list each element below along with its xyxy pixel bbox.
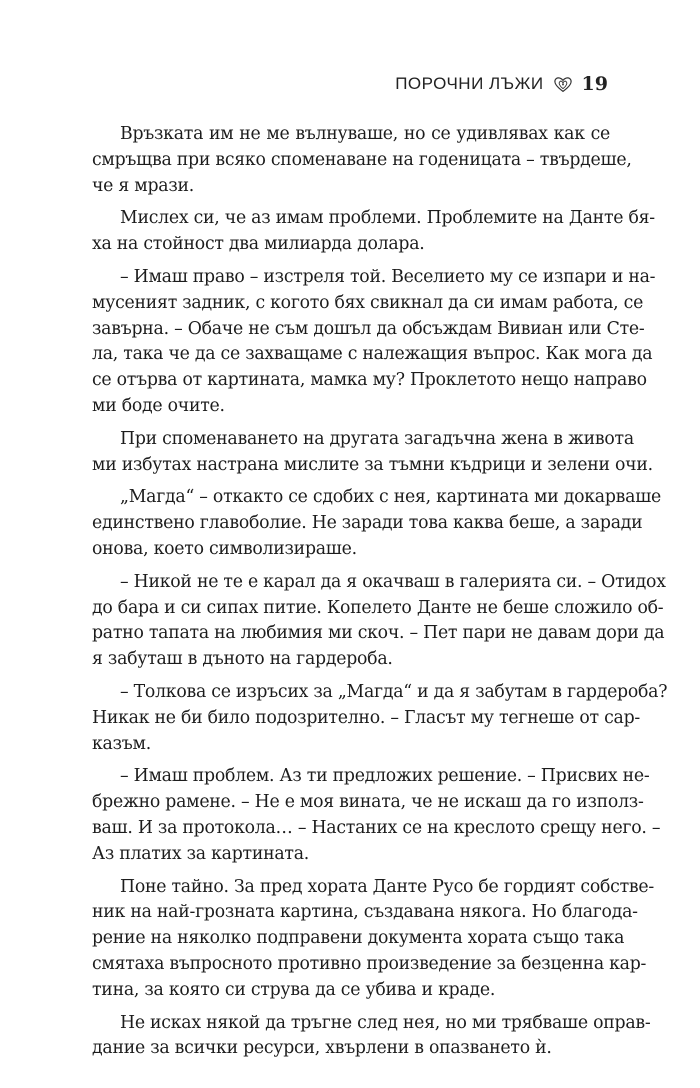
- text-line: че я мрази.: [92, 175, 195, 196]
- paragraph-gap: [92, 563, 610, 570]
- running-header: [395, 70, 608, 98]
- text-line: брежно рамене. – Не е моя вината, че не искаш да го използ-: [92, 792, 644, 813]
- paragraph: [92, 680, 668, 757]
- paragraph: [92, 485, 661, 562]
- text-line: онова, което символизираше.: [92, 538, 357, 559]
- text-line: ваш. И за протокола… – Настаних се на креслото срещу него. –: [92, 817, 661, 838]
- text-line: ха на стойност два милиарда долара.: [92, 234, 425, 255]
- text-line: – Имаш право – изстреля той. Веселието му се изпари и на-: [120, 266, 656, 287]
- text-line: рение на няколко подправени документа хората също така: [92, 928, 625, 949]
- body-text: [92, 122, 668, 1062]
- text-line: мусеният задник, с когото бях свикнал да си имам работа, се: [92, 292, 644, 313]
- text-line: Поне тайно. За пред хората Данте Русо бе гордият собстве-: [120, 876, 654, 897]
- paragraph: [92, 122, 632, 199]
- text-line: – Имаш проблем. Аз ти предложих решение. – Присвих не-: [120, 766, 650, 787]
- text-line: завърна. – Обаче не съм дошъл да обсъждам Вивиан или Сте-: [92, 318, 645, 339]
- text-line: казъм.: [92, 733, 151, 754]
- text-line: „Магда“ – откакто се сдобих с нея, картината ми докарваше: [120, 487, 661, 508]
- paragraph: [92, 265, 656, 420]
- heart-ornament-icon: [552, 73, 574, 95]
- paragraph: [92, 1011, 651, 1063]
- text-line: При споменаването на другата загадъчна жена в живота: [120, 428, 634, 449]
- text-line: ла, така че да се захващаме с належащия въпрос. Как мога да: [92, 344, 653, 365]
- text-line: до бара и си сипах питие. Копелето Данте не беше сложило об-: [92, 597, 664, 618]
- paragraph-gap: [92, 757, 610, 764]
- paragraph: [92, 875, 654, 1004]
- text-line: Аз платих за картината.: [92, 843, 310, 864]
- paragraph-gap: [92, 868, 610, 875]
- paragraph-gap: [92, 258, 610, 265]
- paragraph: [92, 570, 666, 673]
- running-title: ПОРОЧНИ ЛЪЖИ: [395, 74, 544, 93]
- paragraph: [92, 206, 655, 258]
- text-line: единствено главоболие. Не заради това каква беше, а заради: [92, 513, 643, 534]
- paragraph: [92, 427, 653, 479]
- text-line: Не исках някой да тръгне след нея, но ми трябваше оправ-: [120, 1012, 651, 1033]
- text-line: дание за всички ресурси, хвърлени в опазването ѝ.: [92, 1038, 552, 1059]
- text-line: смръщва при всяко споменаване на годеницата – твърдеше,: [92, 149, 632, 170]
- text-line: смятаха въпросното противно произведение за безценна кар-: [92, 953, 647, 974]
- paragraph-gap: [92, 199, 610, 206]
- paragraph: [92, 764, 661, 867]
- text-line: – Толкова се изръсих за „Магда“ и да я забутам в гардероба?: [120, 681, 668, 702]
- text-line: тина, за която си струва да се убива и краде.: [92, 979, 496, 1000]
- text-line: я забуташ в дъното на гардероба.: [92, 649, 393, 670]
- text-line: ми боде очите.: [92, 395, 225, 416]
- paragraph-gap: [92, 1004, 610, 1011]
- text-line: – Никой не те е карал да я окачваш в галерията си. – Отидох: [120, 571, 666, 592]
- text-line: ми избутах настрана мислите за тъмни къдрици и зелени очи.: [92, 454, 653, 475]
- text-line: Връзката им не ме вълнуваше, но се удивлявах как се: [120, 124, 610, 144]
- paragraph-gap: [92, 673, 610, 680]
- text-line: Никак не би било подозрително. – Гласът му тегнеше от сар-: [92, 707, 640, 728]
- text-line: се отърва от картината, мамка му? Проклетото нещо направо: [92, 370, 647, 391]
- page-number: 19: [581, 73, 608, 95]
- text-line: ратно тапата на любимия ми скоч. – Пет пари не давам дори да: [92, 623, 665, 644]
- text-line: ник на най-грозната картина, създавана някога. Но благода-: [92, 902, 638, 923]
- paragraph-gap: [92, 420, 610, 427]
- paragraph-gap: [92, 478, 610, 485]
- text-line: Мислех си, че аз имам проблеми. Проблемите на Данте бя-: [120, 208, 655, 229]
